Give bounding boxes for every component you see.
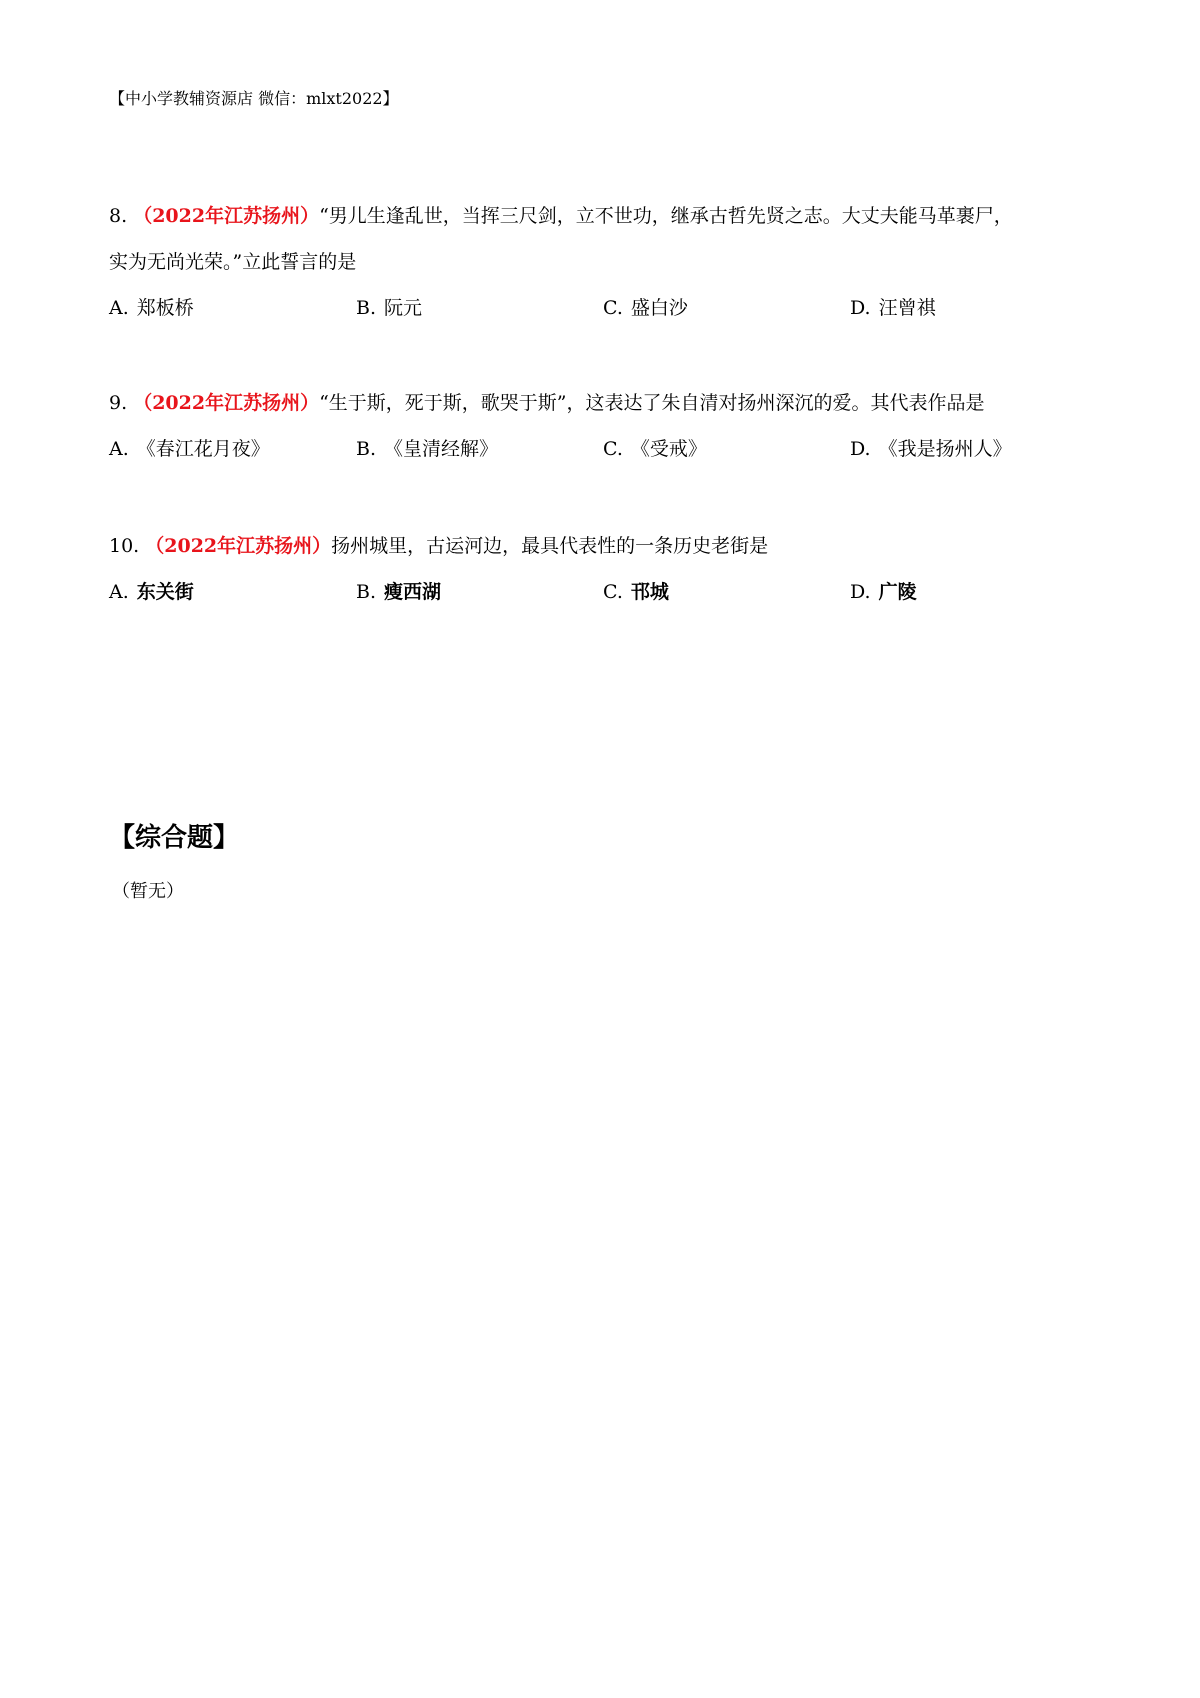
option-letter: A. bbox=[109, 438, 129, 460]
option-letter: D. bbox=[850, 581, 871, 603]
option-letter: C. bbox=[603, 438, 623, 460]
question-line bbox=[109, 523, 1109, 569]
question-line bbox=[109, 239, 1109, 285]
option-c bbox=[603, 569, 850, 615]
option-letter: D. bbox=[850, 297, 871, 319]
option-letter: D. bbox=[850, 438, 871, 460]
option-text: 《我是扬州人》 bbox=[878, 438, 1012, 460]
answer-options bbox=[109, 569, 1109, 615]
option-a bbox=[109, 426, 356, 472]
option-text: 盛白沙 bbox=[630, 297, 688, 319]
option-text: 汪曾祺 bbox=[878, 297, 936, 319]
question-text-continued: 实为无尚光荣。”立此誓言的是 bbox=[109, 251, 357, 273]
option-letter: B. bbox=[356, 581, 377, 603]
question-9 bbox=[109, 380, 1109, 472]
option-text: 阮元 bbox=[384, 297, 423, 319]
question-line bbox=[109, 193, 1109, 239]
section-note: （暂无） bbox=[112, 881, 184, 902]
question-8 bbox=[109, 193, 1109, 331]
option-text: 《皇清经解》 bbox=[384, 438, 499, 460]
option-a bbox=[109, 569, 356, 615]
question-source: （2022年江苏扬州） bbox=[133, 205, 320, 227]
option-b bbox=[356, 569, 603, 615]
option-d bbox=[850, 569, 1097, 615]
option-text: 邗城 bbox=[630, 581, 669, 603]
option-d bbox=[850, 426, 1097, 472]
option-letter: C. bbox=[603, 581, 623, 603]
option-text: 东关街 bbox=[136, 581, 194, 603]
question-text: “男儿生逢乱世，当挥三尺剑，立不世功，继承古哲先贤之志。大丈夫能马革裹尸， bbox=[319, 205, 1013, 227]
option-text: 瘦西湖 bbox=[384, 581, 442, 603]
answer-options bbox=[109, 285, 1109, 331]
option-letter: B. bbox=[356, 438, 377, 460]
option-text: 《受戒》 bbox=[630, 438, 707, 460]
option-text: 《春江花月夜》 bbox=[136, 438, 270, 460]
question-text: 扬州城里，古运河边，最具代表性的一条历史老街是 bbox=[331, 535, 769, 557]
option-letter: A. bbox=[109, 581, 129, 603]
option-a bbox=[109, 285, 356, 331]
option-d bbox=[850, 285, 1097, 331]
option-b bbox=[356, 426, 603, 472]
question-source: （2022年江苏扬州） bbox=[133, 392, 320, 414]
question-number: 9. bbox=[109, 392, 128, 414]
question-number: 10. bbox=[109, 535, 140, 557]
question-text: “生于斯，死于斯，歌哭于斯”，这表达了朱自清对扬州深沉的爱。其代表作品是 bbox=[319, 392, 985, 414]
option-c bbox=[603, 285, 850, 331]
section-title: 【综合题】 bbox=[109, 823, 240, 853]
option-letter: A. bbox=[109, 297, 129, 319]
option-text: 广陵 bbox=[878, 581, 917, 603]
question-source: （2022年江苏扬州） bbox=[145, 535, 332, 557]
option-letter: B. bbox=[356, 297, 377, 319]
option-text: 郑板桥 bbox=[136, 297, 194, 319]
option-b bbox=[356, 285, 603, 331]
question-line bbox=[109, 380, 1109, 426]
question-number: 8. bbox=[109, 205, 128, 227]
option-letter: C. bbox=[603, 297, 623, 319]
option-c bbox=[603, 426, 850, 472]
header-note: 【中小学教辅资源店 微信：mlxt2022】 bbox=[109, 89, 399, 108]
answer-options bbox=[109, 426, 1109, 472]
question-10 bbox=[109, 523, 1109, 615]
